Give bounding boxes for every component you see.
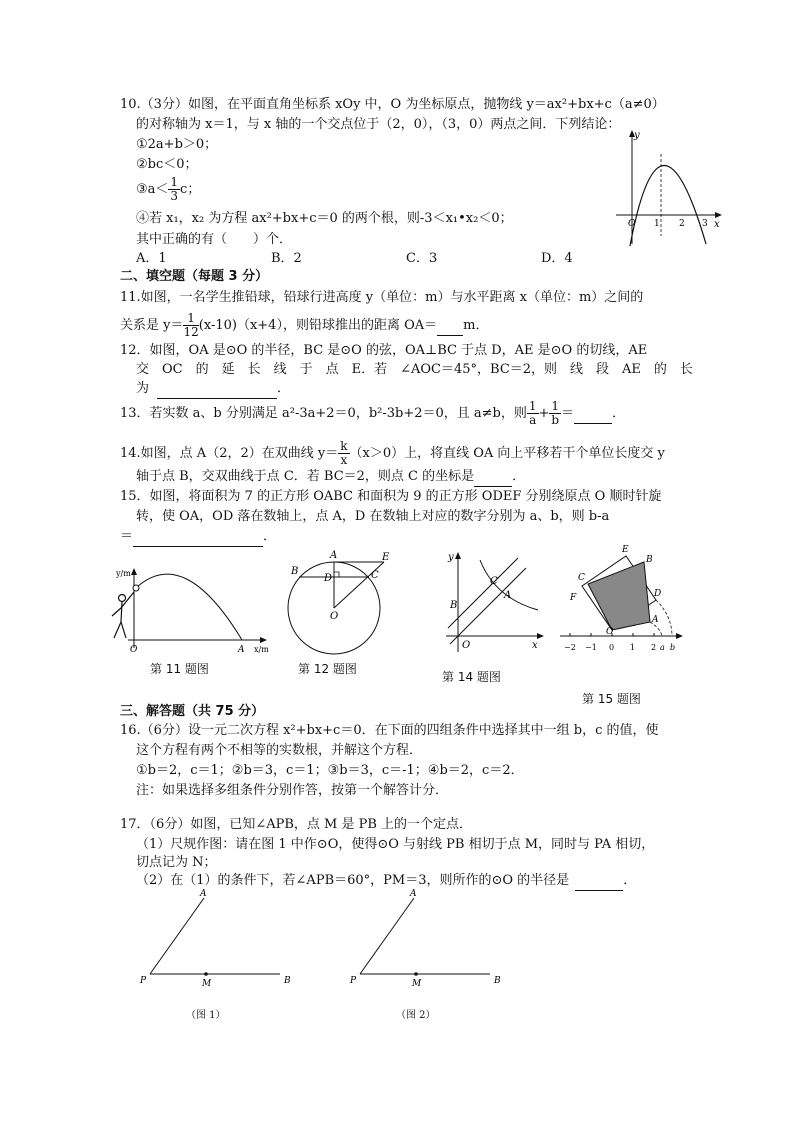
student-figure xyxy=(112,592,134,638)
fig15-tick-1: 1 xyxy=(630,643,636,652)
q13-answer-blank[interactable] xyxy=(574,405,612,424)
fig11-x-label: x/m xyxy=(254,645,269,654)
fig14-hyperbola xyxy=(440,548,550,660)
q16-line2: 这个方程有两个不相等的实数根，并解这个方程． xyxy=(136,743,423,758)
fig11-shotput xyxy=(104,564,270,656)
fig15-tick-b: b xyxy=(670,643,676,652)
q11-line2: 关系是 y＝ $\frac{1}{12}$ (x-10)（x+4），则铅球推出的距离 OA＝ m． xyxy=(120,311,489,339)
fig15-point-o: O xyxy=(606,627,614,637)
q17-fig2-point-b: B xyxy=(494,976,501,986)
q11-fraction: $\frac{1}{12}$ xyxy=(183,311,199,339)
q15-line1: 15．如图，将面积为 7 的正方形 OABC 和面积为 9 的正方形 ODEF 分别绕原点 O 顺时针旋 xyxy=(120,489,662,504)
q14-answer-blank[interactable] xyxy=(474,468,512,487)
q14-line1: 14.如图，点 A（2，2）在双曲线 y＝ $\frac{k}{x}$ （x＞0）上，将直线 OA 向上平移若干个单位长度交 y xyxy=(120,439,665,467)
q10-conclusion-3 xyxy=(136,176,200,203)
q10-c3-fraction: $\frac{1}{3}$ xyxy=(170,175,179,203)
fig12-point-e: E xyxy=(382,552,390,563)
q10-c3-suffix: c； xyxy=(180,182,201,197)
fig14-y-label: y xyxy=(448,552,454,563)
q13-fraction-2: $\frac{1}{b}$ xyxy=(551,399,560,427)
q12-line2: 交 OC 的 延 长 线 于 点 E．若 ∠AOC＝45°，BC＝2，则 线 段 AE 的 长 xyxy=(136,362,693,377)
q17-fig1-point-m: M xyxy=(202,979,212,988)
section-3-title: 三、解答题（共 75 分） xyxy=(120,704,265,719)
q13-line: 13．若实数 a、b 分别满足 a²-3a+2＝0，b²-3b+2＝0，且 a≠b，则 $\frac{1}{a}$ + $\frac{1}{b}$ ＝ ． xyxy=(120,399,626,427)
fig12-point-c: C xyxy=(371,570,379,581)
q15-line3: ＝ ． xyxy=(120,528,276,547)
fig12-point-b: B xyxy=(291,566,299,577)
q12-line1: 12．如图，OA 是⊙O 的半径，BC 是⊙O 的弦，OA⊥BC 于点 D，AE 是⊙O 的切线，AE xyxy=(120,343,648,358)
fig15-point-b: B xyxy=(646,555,653,565)
q16-line1: 16.（6分）设一元二次方程 x²+bx+c＝0．在下面的四组条件中选择其中一组 b，c 的值，使 xyxy=(120,723,659,738)
q10-conclusion-2: ②bc＜0； xyxy=(136,157,198,172)
q15-answer-blank[interactable] xyxy=(133,528,263,547)
q16-line3: ①b＝2，c＝1；②b＝3，c＝1；③b＝3，c＝-1；④b＝2，c＝2． xyxy=(136,763,524,778)
q16-line4: 注：如果选择多组条件分别作答，按第一个解答计分． xyxy=(136,783,449,798)
fig15-tick-minus2: −2 xyxy=(564,643,576,652)
fig15-tick-0: 0 xyxy=(609,643,615,652)
q10-line2: 的对称轴为 x＝1，与 x 轴的一个交点位于（2，0），（3，0）两点之间．下列结论： xyxy=(136,117,621,132)
q11-answer-blank[interactable] xyxy=(437,317,463,336)
fig11-caption: 第 11 题图 xyxy=(150,662,209,676)
fig14-caption: 第 14 题图 xyxy=(442,670,501,684)
q10-parabola-graph xyxy=(612,126,724,250)
q17-line2: （1）尺规作图：请在图 1 中作⊙O，使得⊙O 与射线 PB 相切于点 M，同时与 PA 相切， xyxy=(136,837,655,852)
fig14-x-label: x xyxy=(532,640,538,651)
fig14-point-c: C xyxy=(490,576,498,587)
q10-graph-tick-2: 2 xyxy=(679,219,685,229)
q17-line3: 切点记为 N； xyxy=(136,855,217,870)
q17-fig2-point-m: M xyxy=(412,979,422,988)
q10-graph-y-label: y xyxy=(634,130,640,141)
fig11-y-label: y/m xyxy=(116,569,131,578)
q13-fraction-1: $\frac{1}{a}$ xyxy=(528,399,537,427)
fig14-origin: O xyxy=(462,640,471,651)
q12-answer-blank[interactable] xyxy=(157,380,277,399)
q17-line4: （2）在（1）的条件下，若∠APB＝60°，PM＝3，则所作的⊙O 的半径是 ． xyxy=(136,872,636,891)
q10-option-c: C．3 xyxy=(406,251,438,266)
fig12-point-o: O xyxy=(330,611,339,622)
fig15-point-d: D xyxy=(654,589,662,599)
q17-fig1-point-b: B xyxy=(284,976,291,986)
fig15-point-f: F xyxy=(570,593,577,603)
q10-graph-origin: O xyxy=(628,219,636,229)
fig15-squares xyxy=(556,542,686,658)
q17-fig2-point-p: P xyxy=(350,976,357,986)
fig12-point-a: A xyxy=(330,550,338,561)
fig12-circle xyxy=(280,546,392,658)
q17-fig1 xyxy=(136,888,296,988)
fig15-tick-minus1: −1 xyxy=(585,643,597,652)
q11-line1: 11.如图，一名学生推铅球，铅球行进高度 y（单位：m）与水平距离 x（单位：m）之间的 xyxy=(120,290,644,305)
q17-fig2-point-a: A xyxy=(410,889,417,899)
fig12-point-d: D xyxy=(324,573,333,584)
q17-fig2-caption: （图 2） xyxy=(396,1010,436,1021)
q17-line1: 17．（6分）如图，已知∠APB，点 M 是 PB 上的一个定点． xyxy=(120,817,473,832)
fig11-point-a: A xyxy=(238,645,245,655)
q17-fig1-point-a: A xyxy=(200,889,207,899)
q17-fig2 xyxy=(346,888,506,988)
q10-options xyxy=(136,250,676,268)
q17-fig1-caption: （图 1） xyxy=(186,1010,226,1021)
q10-c3-prefix: ③a＜ xyxy=(136,182,169,197)
q10-conclusion-4: ④若 x₁，x₂ 为方程 ax²+bx+c＝0 的两个根，则-3＜x₁•x₂＜0； xyxy=(136,211,513,226)
q17-answer-blank[interactable] xyxy=(575,872,623,891)
fig11-origin: O xyxy=(130,645,138,655)
fig15-point-e: E xyxy=(622,545,629,555)
q10-option-a: A．1 xyxy=(136,251,167,266)
fig15-tick-a: a xyxy=(660,643,665,652)
q10-graph-x-label: x xyxy=(714,219,720,230)
q10-conclusion-1: ①2a+b＞0； xyxy=(136,137,218,152)
fig15-point-a: A xyxy=(652,615,659,625)
q14-fraction: $\frac{k}{x}$ xyxy=(340,439,348,467)
q10-ask: 其中正确的有（ ）个． xyxy=(136,232,293,247)
q10-graph-tick-1: 1 xyxy=(654,219,660,229)
q17-fig1-point-p: P xyxy=(140,976,147,986)
fig15-caption: 第 15 题图 xyxy=(582,692,641,706)
fig12-caption: 第 12 题图 xyxy=(298,662,357,676)
q14-line2: 轴于点 B，交双曲线于点 C．若 BC＝2，则点 C 的坐标是 ． xyxy=(136,468,525,487)
fig15-point-c: C xyxy=(578,573,585,583)
q12-line3: 为 ． xyxy=(136,380,290,399)
q10-option-d: D．4 xyxy=(541,251,573,266)
q10-option-b: B．2 xyxy=(271,251,302,266)
q15-line2: 转，使 OA，OD 落在数轴上，点 A，D 在数轴上对应的数字分别为 a、b，则 b-a xyxy=(136,509,610,524)
q10-line1: 10.（3分）如图，在平面直角坐标系 xOy 中，O 为坐标原点，抛物线 y＝ax²+bx+c（a≠0） xyxy=(120,97,665,112)
section-2-title: 二、填空题（每题 3 分） xyxy=(120,269,269,284)
fig15-tick-2: 2 xyxy=(651,643,657,652)
q10-graph-tick-3: 3 xyxy=(702,219,708,229)
fig14-point-a: A xyxy=(504,590,512,601)
fig14-point-b: B xyxy=(450,600,458,611)
